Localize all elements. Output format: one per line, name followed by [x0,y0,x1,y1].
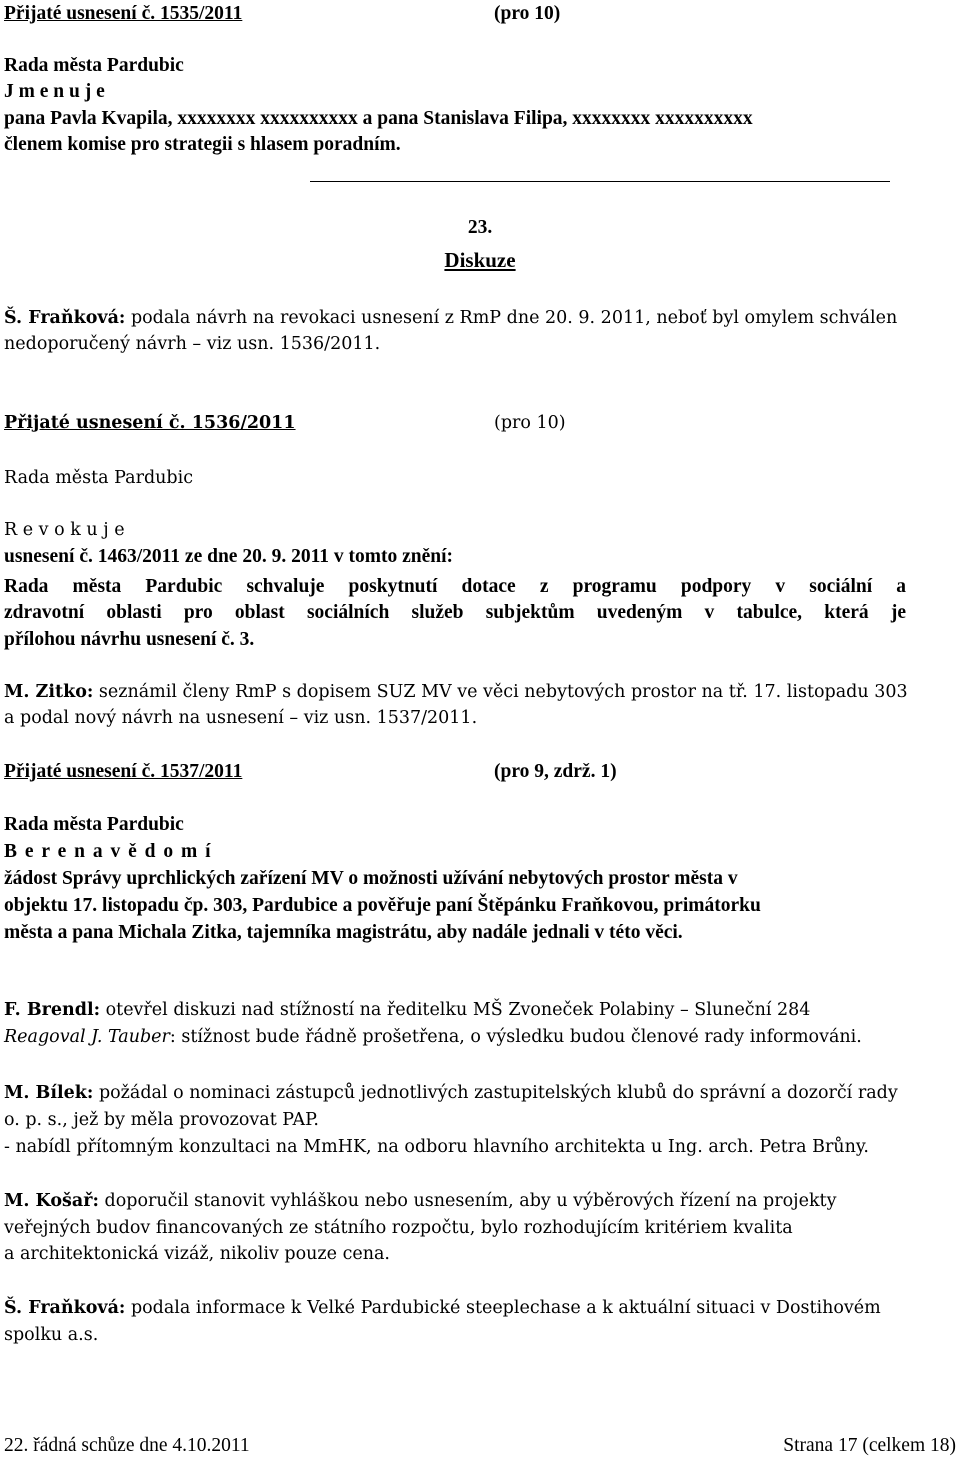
discussion-text: podala informace k Velké Pardubické steeplechase a k aktuální situaci v Dostihovém [125,1298,881,1318]
discussion-text: požádal o nominaci zástupců jednotlivých zastupitelských klubů do správní a dozorčí rady [93,1083,898,1103]
discussion-text: doporučil stanovit vyhláškou nebo usnesením, aby u výběrových řízení na projekty [98,1191,837,1211]
resolution-1536-verb: R e v o k u j e [4,520,125,540]
discussion-zitko-line-2: a podal nový návrh na usnesení – viz usn. 1537/2011. [4,708,478,728]
resolution-1537-verb: B e r e n a v ě d o m í [4,841,213,862]
resolution-1536-line-4: přílohou návrhu usnesení č. 3. [4,629,255,650]
speaker-name: Š. Fraňková: [4,308,126,328]
resolution-1535-body: Rada města Pardubic [4,55,184,76]
resolution-1535-verb: J m e n u j e [4,81,105,102]
discussion-frankova2-line-2: spolku a.s. [4,1325,99,1345]
section-title: Diskuze [444,248,516,272]
discussion-text: otevřel diskuzi nad stížností na ředitelku MŠ Zvoneček Polabiny – Sluneční 284 [100,1000,811,1020]
resolution-1535-line-2: členem komise pro strategii s hlasem poradním. [4,134,401,155]
resolution-1536-vote: (pro 10) [494,413,566,433]
discussion-bilek-line-1 [4,1081,898,1105]
resolution-1536-heading: Přijaté usnesení č. 1536/2011 [4,413,296,433]
discussion-brendl-line-1 [4,998,810,1022]
reply-text: : stížnost bude řádně prošetřena, o výsledku budou členové rady informováni. [169,1027,862,1047]
speaker-name: M. Košař: [4,1191,99,1211]
resolution-1537-vote: (pro 9, zdrž. 1) [494,761,617,782]
discussion-tauber-reply [4,1025,862,1049]
resolution-1535-vote: (pro 10) [494,3,561,24]
resolution-1537-body: Rada města Pardubic [4,814,184,835]
resolution-1537-line-1: žádost Správy uprchlických zařízení MV o možnosti užívání nebytových prostor města v [4,868,738,889]
discussion-text: podala návrh na revokaci usnesení z RmP dne 20. 9. 2011, neboť byl omylem schválen [125,308,898,328]
footer-meeting-date: 22. řádná schůze dne 4.10.2011 [4,1435,250,1456]
discussion-kosar-line-3: a architektonická vizáž, nikoliv pouze cena. [4,1244,390,1264]
discussion-text: seznámil členy RmP s dopisem SUZ MV ve věci nebytových prostor na tř. 17. listopadu 303 [93,682,908,702]
resolution-1536-line-1: usnesení č. 1463/2011 ze dne 20. 9. 2011 v tomto znění: [4,546,454,567]
reply-label: Reagoval J. Tauber [4,1027,170,1047]
resolution-1535-line-1: pana Pavla Kvapila, xxxxxxxx xxxxxxxxxx a pana Stanislava Filipa, xxxxxxxx xxxxxxxxxx [4,108,753,129]
discussion-bilek-line-3: - nabídl přítomným konzultaci na MmHK, na odboru hlavního architekta u Ing. arch. Petra Brůny. [4,1137,869,1157]
resolution-1537-line-2: objektu 17. listopadu čp. 303, Pardubice a pověřuje paní Štěpánku Fraňkovou, primátorku [4,895,761,916]
speaker-name: Š. Fraňková: [4,1298,126,1318]
resolution-1536-line-3: zdravotní oblasti pro oblast sociálních služeb subjektům uvedeným v tabulce, která je [4,602,906,623]
resolution-1537-heading: Přijaté usnesení č. 1537/2011 [4,761,243,782]
speaker-name: M. Bílek: [4,1083,94,1103]
discussion-frankova-line-1 [4,306,897,330]
resolution-1536-body: Rada města Pardubic [4,468,194,488]
resolution-1535-heading: Přijaté usnesení č. 1535/2011 [4,3,243,24]
divider-line [310,181,890,182]
discussion-frankova-line-2: nedoporučený návrh – viz usn. 1536/2011. [4,334,381,354]
resolution-1537-line-3: města a pana Michala Zitka, tajemníka magistrátu, aby nadále jednali v této věci. [4,922,683,943]
speaker-name: M. Zitko: [4,682,94,702]
speaker-name: F. Brendl: [4,1000,101,1020]
section-number: 23. [467,217,493,238]
discussion-zitko-line-1 [4,680,908,704]
resolution-1536-line-2: Rada města Pardubic schvaluje poskytnutí dotace z programu podpory v sociální a [4,576,906,597]
discussion-kosar-line-1 [4,1189,836,1213]
footer-page-number: Strana 17 (celkem 18) [783,1435,956,1456]
discussion-bilek-line-2: o. p. s., jež by měla provozovat PAP. [4,1110,319,1130]
discussion-frankova2-line-1 [4,1296,881,1320]
discussion-kosar-line-2: veřejných budov financovaných ze státního rozpočtu, bylo rozhodujícím kritériem kvalita [4,1218,793,1238]
